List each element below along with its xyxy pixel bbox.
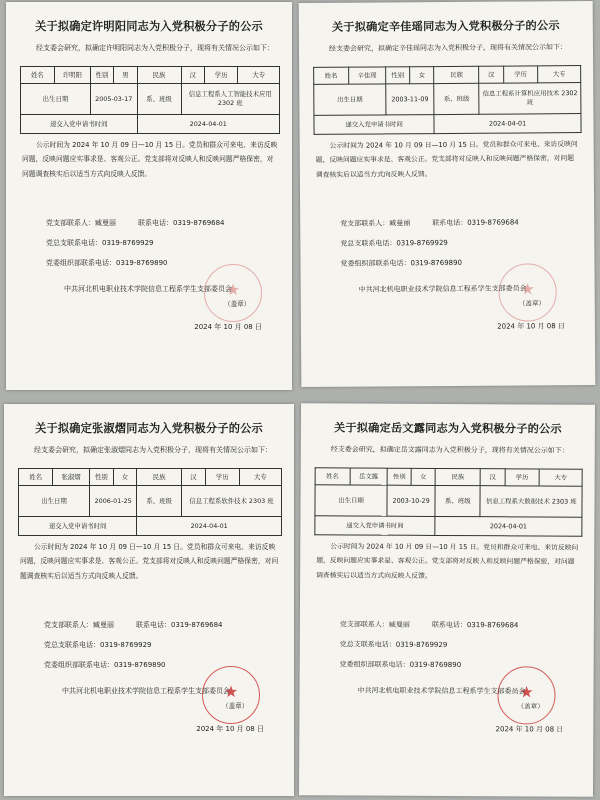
label-ethnicity: 民族 [435, 468, 480, 485]
value-apply-date: 2024-04-01 [434, 114, 581, 134]
label-education: 学历 [503, 66, 538, 83]
issue-date: 2024 年 10 月 08 日 [194, 323, 262, 331]
label-name: 姓名 [21, 67, 55, 84]
contact-branch-phone: 联系电话：0319-8769684 [138, 219, 225, 227]
value-birth: 2006-01-25 [90, 486, 137, 517]
seal-label: （盖章） [222, 702, 249, 710]
info-table [18, 468, 282, 536]
label-class: 系、班级 [137, 84, 181, 115]
value-apply-date: 2024-04-01 [137, 517, 282, 536]
label-apply-date: 递交入党申请书时间 [19, 517, 137, 536]
table-row [314, 66, 581, 85]
contact-organization-dept: 党委组织部联系电话：0319-8769890 [44, 661, 166, 669]
value-gender: 女 [113, 469, 137, 486]
label-birth: 出生日期 [19, 486, 90, 517]
seal-label: （盖章） [517, 702, 544, 711]
notice-intro: 经支委会研究，拟确定许明阳同志为入党积极分子，现将有关情况公示如下： [36, 44, 274, 52]
label-gender: 性别 [90, 67, 113, 84]
contact-organization-dept: 党委组织部联系电话：0319-8769890 [46, 259, 168, 267]
table-row [19, 469, 282, 486]
table-row [314, 114, 581, 135]
label-birth: 出生日期 [314, 84, 386, 116]
label-education: 学历 [505, 469, 540, 486]
contact-organization-dept: 党委组织部联系电话：0319-8769890 [340, 258, 463, 268]
label-class: 系、班级 [435, 485, 481, 516]
contact-general-branch: 党总支联系电话：0319-8769929 [340, 238, 448, 248]
issue-date: 2024 年 10 月 08 日 [196, 725, 264, 733]
value-education: 大专 [539, 469, 582, 486]
label-apply-date: 递交入党申请书时间 [315, 516, 435, 536]
issue-date: 2024 年 10 月 08 日 [495, 725, 564, 734]
label-apply-date: 递交入党申请书时间 [21, 115, 138, 134]
value-class: 信息工程系人工智能技术应用 2302 班 [181, 84, 279, 115]
notice-title: 关于拟确定岳文露同志为入党积极分子的公示 [333, 421, 562, 436]
star-icon: ★ [520, 279, 535, 299]
info-table [314, 467, 582, 536]
value-education: 大专 [538, 66, 581, 83]
value-class: 信息工程系软件技术 2303 班 [182, 486, 282, 517]
label-birth: 出生日期 [315, 485, 387, 516]
notice-intro: 经支委会研究，拟确定张淑熠同志为入党积极分子，现将有关情况公示如下： [34, 446, 272, 454]
contact-general-branch: 党总支联系电话：0319-8769929 [44, 641, 152, 649]
value-class: 信息工程系计算机应用技术 2302 班 [479, 83, 581, 115]
table-row [19, 486, 282, 517]
table-row [314, 83, 581, 116]
value-class: 信息工程系大数据技术 2303 班 [480, 486, 582, 518]
value-apply-date: 2024-04-01 [137, 115, 280, 134]
contact-branch-phone: 联系电话：0319-8769684 [136, 621, 223, 629]
notice-sheet [6, 2, 292, 390]
value-name: 辛佳瑶 [348, 67, 385, 84]
value-name: 张淑熠 [53, 469, 90, 486]
notice-title: 关于拟确定辛佳瑶同志为入党积极分子的公示 [331, 19, 560, 34]
info-table [313, 65, 581, 135]
table-row [315, 485, 582, 517]
star-icon: ★ [223, 682, 239, 701]
label-gender: 性别 [386, 67, 410, 84]
contact-branch [46, 218, 225, 228]
value-birth: 2003-11-09 [386, 84, 434, 115]
contact-branch-phone: 联系电话：0319-8769684 [432, 218, 519, 228]
value-apply-date: 2024-04-01 [435, 516, 582, 536]
star-icon: ★ [519, 682, 534, 702]
value-birth: 2005-03-17 [90, 84, 137, 115]
issue-date: 2024 年 10 月 08 日 [497, 322, 565, 331]
value-ethnicity: 汉 [181, 67, 204, 84]
issuing-organization: 中共河北机电职业技术学院信息工程系学生支部委员会 [358, 284, 527, 294]
label-ethnicity: 民族 [137, 67, 181, 84]
table-row [21, 115, 280, 134]
value-education: 大专 [239, 469, 281, 486]
table-row [315, 516, 582, 536]
value-ethnicity: 汉 [479, 66, 503, 83]
label-education: 学历 [205, 469, 239, 486]
value-education: 大专 [238, 67, 280, 84]
notice-sheet [299, 1, 596, 387]
contact-branch-label: 党支部联系人：臧曼丽 [339, 620, 410, 629]
contact-general-branch: 党总支联系电话：0319-8769929 [46, 239, 154, 247]
label-name: 姓名 [19, 469, 53, 486]
notice-sheet [4, 404, 294, 796]
label-class: 系、班级 [434, 83, 480, 114]
table-row [21, 67, 280, 84]
label-gender: 性别 [387, 468, 411, 485]
contact-organization-dept: 党委组织部联系电话：0319-8769890 [339, 660, 462, 670]
issuing-organization: 中共河北机电职业技术学院信息工程系学生支部委员会 [64, 285, 232, 293]
contact-branch [340, 218, 519, 229]
label-apply-date: 递交入党申请书时间 [314, 115, 434, 135]
seal-label: （盖章） [224, 300, 251, 308]
table-row [19, 517, 282, 536]
notice-body: 公示时间为 2024 年 10 月 09 日—10 月 15 日。党员和群众可来电、来访反映问题，反映问题应实事求是、客观公正。党支部将对反映人和反映问题严格保密，对问题调查核实后以适当方式向反映人反馈。 [22, 141, 278, 178]
contact-branch-phone: 联系电话：0319-8769684 [431, 620, 519, 630]
info-table [20, 66, 280, 134]
value-name: 岳文露 [350, 468, 387, 485]
value-ethnicity: 汉 [182, 469, 206, 486]
label-gender: 性别 [90, 469, 114, 486]
contact-branch-label: 党支部联系人：臧曼丽 [340, 219, 411, 228]
value-gender: 男 [114, 67, 137, 84]
label-birth: 出生日期 [21, 84, 91, 115]
value-gender: 女 [411, 468, 435, 485]
notice-title: 关于拟确定张淑熠同志为入党积极分子的公示 [35, 422, 263, 435]
notice-body: 公示时间为 2024 年 10 月 09 日—10 月 15 日。党员和群众可来电、来访反映问题，反映问题应实事求是、客观公正。党支部将对反映人和反映问题严格保密，对问题调查核实后以适当方式向反映人反馈。 [316, 542, 579, 580]
contact-branch [340, 619, 519, 630]
seal-label: （盖章） [518, 299, 546, 308]
contact-general-branch: 党总支联系电话：0319-8769929 [339, 640, 448, 650]
label-name: 姓名 [314, 67, 349, 84]
notice-title: 关于拟确定许明阳同志为入党积极分子的公示 [35, 20, 263, 33]
label-education: 学历 [204, 67, 238, 84]
table-row [315, 468, 582, 486]
label-class: 系、班级 [137, 486, 182, 517]
value-birth: 2003-10-29 [387, 485, 435, 516]
contact-branch-label: 党支部联系人：臧曼丽 [46, 219, 116, 227]
notice-body: 公示时间为 2024 年 10 月 09 日—10 月 15 日。党员和群众可来电、来访反映问题，反映问题应实事求是、客观公正。党支部将对反映人和反映问题严格保密，对问题调查核实后以适当方式向反映人反馈。 [20, 543, 279, 580]
notice-body: 公示时间为 2024 年 10 月 09 日—10 月 15 日。党员和群众可来电、来访反映问题，反映问题应实事求是、客观公正。党支部将对反映人和反映问题严格保密，对问题调查核实后以适当方式向反映人反馈。 [315, 140, 578, 179]
contact-branch-label: 党支部联系人：臧曼丽 [44, 621, 114, 629]
notice-intro: 经支委会研究，拟确定辛佳瑶同志为入党积极分子，现将有关情况公示如下： [328, 43, 568, 53]
notice-intro: 经支委会研究，拟确定岳文露同志为入党积极分子，现将有关情况公示如下： [330, 445, 569, 455]
value-gender: 女 [410, 67, 434, 84]
value-ethnicity: 汉 [481, 469, 505, 486]
value-name: 许明阳 [54, 67, 90, 84]
table-row [21, 84, 280, 115]
star-icon: ★ [225, 280, 241, 299]
label-ethnicity: 民族 [137, 469, 182, 486]
label-ethnicity: 民族 [434, 66, 479, 83]
issuing-organization: 中共河北机电职业技术学院信息工程系学生支部委员会 [357, 686, 526, 696]
notice-sheet [299, 403, 595, 797]
label-name: 姓名 [315, 468, 350, 485]
contact-branch [44, 620, 223, 630]
issuing-organization: 中共河北机电职业技术学院信息工程系学生支部委员会 [62, 687, 230, 695]
